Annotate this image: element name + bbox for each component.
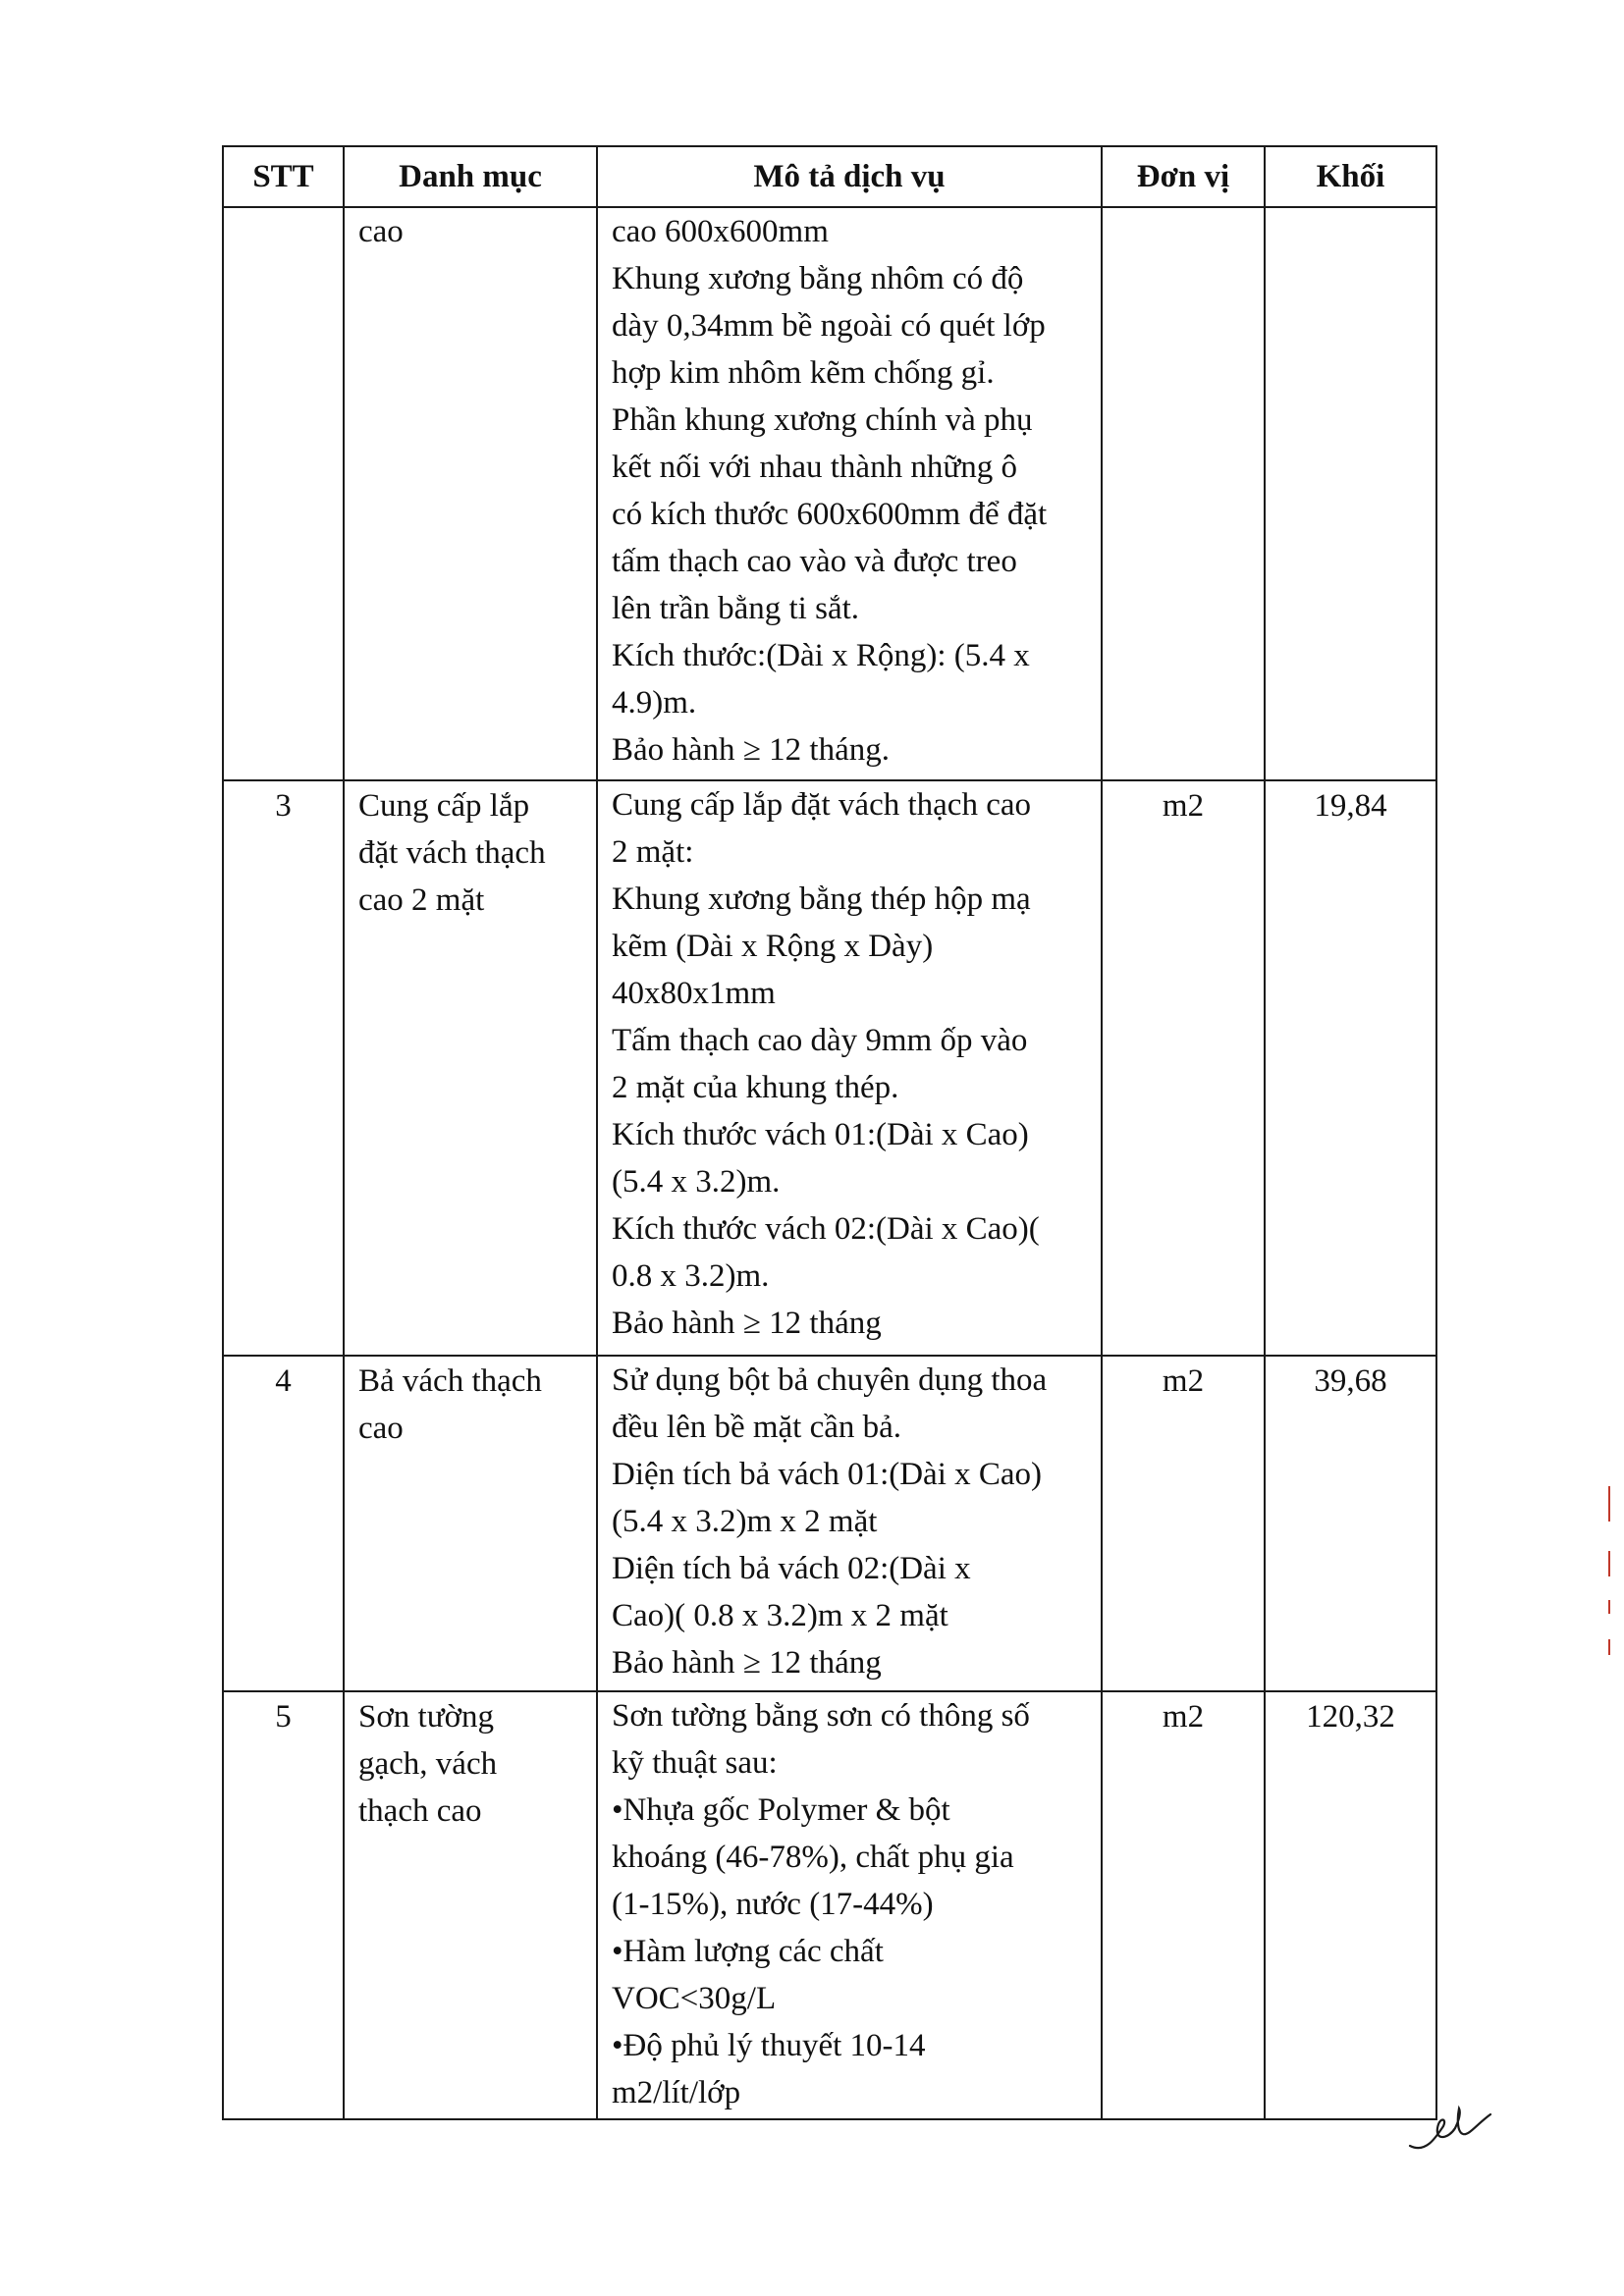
category-line: thạch cao xyxy=(358,1793,482,1829)
category-line: cao xyxy=(358,1411,404,1446)
description-line: lên trần bằng ti sắt. xyxy=(612,591,860,626)
description-line: khoáng (46-78%), chất phụ gia xyxy=(612,1840,1014,1875)
cell-unit: m2 xyxy=(1102,780,1265,1356)
description-line: •Nhựa gốc Polymer & bột xyxy=(612,1792,950,1828)
description-line: kỹ thuật sau: xyxy=(612,1745,778,1781)
description-line: Diện tích bả vách 01:(Dài x Cao) xyxy=(612,1457,1043,1492)
description-line: m2/lít/lớp xyxy=(612,2075,741,2110)
category-line: cao 2 mặt xyxy=(358,882,485,918)
description-line: Sử dụng bột bả chuyên dụng thoa xyxy=(612,1362,1048,1398)
description-line: 4.9)m. xyxy=(612,685,697,721)
description-line: Sơn tường bằng sơn có thông số xyxy=(612,1698,1030,1734)
header-description: Mô tả dịch vụ xyxy=(597,146,1102,207)
table-row xyxy=(223,207,1436,780)
margin-stamp-mark xyxy=(1602,1482,1616,1659)
description-line: Phần khung xương chính và phụ xyxy=(612,402,1033,438)
cell-category xyxy=(344,780,597,1356)
header-unit: Đơn vị xyxy=(1102,146,1265,207)
cell-quantity: 120,32 xyxy=(1265,1691,1436,2119)
cell-description xyxy=(597,207,1102,780)
category-line: cao xyxy=(358,214,404,249)
table-row xyxy=(223,1356,1436,1691)
description-line: hợp kim nhôm kẽm chống gỉ. xyxy=(612,355,995,391)
description-line: Bảo hành ≥ 12 tháng xyxy=(612,1645,882,1681)
description-line: Diện tích bả vách 02:(Dài x xyxy=(612,1551,971,1586)
category-line: đặt vách thạch xyxy=(358,835,546,871)
description-line: Kích thước:(Dài x Rộng): (5.4 x xyxy=(612,638,1030,673)
description-line: có kích thước 600x600mm để đặt xyxy=(612,497,1048,532)
cell-description xyxy=(597,1691,1102,2119)
description-line: •Độ phủ lý thuyết 10-14 xyxy=(612,2028,926,2063)
services-table xyxy=(222,145,1437,2120)
description-line: tấm thạch cao vào và được treo xyxy=(612,544,1017,579)
table-header-row xyxy=(223,146,1436,207)
description-line: Bảo hành ≥ 12 tháng xyxy=(612,1306,882,1341)
cell-quantity: 19,84 xyxy=(1265,780,1436,1356)
cell-unit xyxy=(1102,207,1265,780)
cell-unit: m2 xyxy=(1102,1691,1265,2119)
description-line: dày 0,34mm bề ngoài có quét lớp xyxy=(612,308,1046,344)
description-line: kẽm (Dài x Rộng x Dày) xyxy=(612,929,934,964)
cell-stt xyxy=(223,207,344,780)
table-row xyxy=(223,1691,1436,2119)
cell-stt: 3 xyxy=(223,780,344,1356)
description-line: VOC<30g/L xyxy=(612,1981,777,2016)
header-stt: STT xyxy=(223,146,344,207)
description-line: (5.4 x 3.2)m x 2 mặt xyxy=(612,1504,878,1539)
cell-description xyxy=(597,780,1102,1356)
description-line: Khung xương bằng thép hộp mạ xyxy=(612,881,1031,917)
description-line: 0.8 x 3.2)m. xyxy=(612,1258,770,1294)
table-row xyxy=(223,780,1436,1356)
category-line: Bả vách thạch xyxy=(358,1363,542,1399)
description-line: Bảo hành ≥ 12 tháng. xyxy=(612,732,890,768)
description-line: Cao)( 0.8 x 3.2)m x 2 mặt xyxy=(612,1598,948,1633)
description-line: 40x80x1mm xyxy=(612,976,776,1011)
cell-category xyxy=(344,207,597,780)
description-line: (5.4 x 3.2)m. xyxy=(612,1164,781,1200)
cell-unit: m2 xyxy=(1102,1356,1265,1691)
description-line: cao 600x600mm xyxy=(612,214,829,249)
description-line: đều lên bề mặt cần bả. xyxy=(612,1410,902,1445)
category-line: Sơn tường xyxy=(358,1699,495,1735)
description-line: kết nối với nhau thành những ô xyxy=(612,450,1017,485)
category-line: gạch, vách xyxy=(358,1746,498,1782)
description-line: Kích thước vách 01:(Dài x Cao) xyxy=(612,1117,1029,1152)
header-category: Danh mục xyxy=(344,146,597,207)
cell-stt: 5 xyxy=(223,1691,344,2119)
header-quantity: Khối xyxy=(1265,146,1436,207)
description-line: •Hàm lượng các chất xyxy=(612,1934,884,1969)
cell-category xyxy=(344,1356,597,1691)
description-line: 2 mặt: xyxy=(612,834,694,870)
cell-category xyxy=(344,1691,597,2119)
cell-quantity: 39,68 xyxy=(1265,1356,1436,1691)
description-line: Tấm thạch cao dày 9mm ốp vào xyxy=(612,1023,1028,1058)
description-line: Cung cấp lắp đặt vách thạch cao xyxy=(612,787,1031,823)
category-line: Cung cấp lắp xyxy=(358,788,530,824)
description-line: 2 mặt của khung thép. xyxy=(612,1070,899,1105)
cell-description xyxy=(597,1356,1102,1691)
cell-quantity xyxy=(1265,207,1436,780)
cell-stt: 4 xyxy=(223,1356,344,1691)
description-line: Kích thước vách 02:(Dài x Cao)( xyxy=(612,1211,1040,1247)
signature-mark xyxy=(1406,2099,1494,2158)
description-line: (1-15%), nước (17-44%) xyxy=(612,1887,934,1922)
description-line: Khung xương bằng nhôm có độ xyxy=(612,261,1024,296)
